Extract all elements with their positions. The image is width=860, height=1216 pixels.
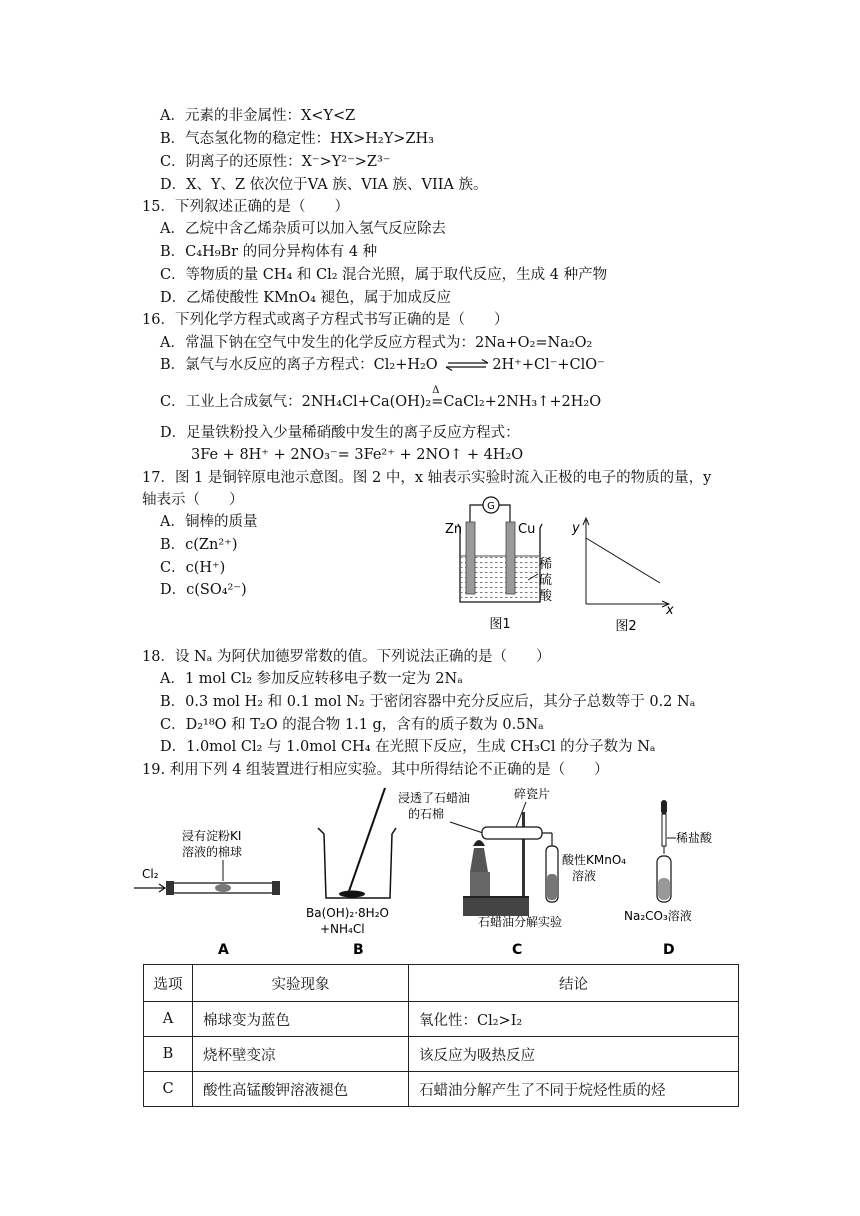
table-cell: C [144,1072,193,1107]
q16-option-d: D．足量铁粉投入少量稀硝酸中发生的离子反应方程式： [160,425,520,441]
apparatus-c-caption: 石蜡油分解实验 [478,915,563,929]
q16-option-c [160,385,602,412]
apparatus-b-letter: B [353,942,364,958]
apparatus-a-label-1: 浸有淀粉KI [182,829,242,843]
cotton-ball [215,884,231,892]
q16-option-c-left: C．工业上合成氨气：2NH₄Cl+Ca(OH)₂ [160,394,432,410]
table-cell: B [144,1037,193,1072]
q14-option-a: A．元素的非金属性：X<Y<Z [160,108,356,124]
apparatus-a-label-2: 溶液的棉球 [182,845,243,859]
q17-option-b: B．c(Zn²⁺) [160,537,238,553]
chlorine-label: Cl₂ [142,867,159,881]
q17-option-a: A．铜棒的质量 [160,514,258,530]
apparatus-c-letter: C [512,942,523,958]
apparatus-c-label-4: 酸性KMnO₄ [562,853,627,867]
table-header-cell: 选项 [144,965,193,1002]
zinc-label: Zn [445,522,463,537]
experiment-apparatus-figure [130,786,730,962]
acid-label-3: 酸 [539,589,553,604]
table-cell: 石蜡油分解产生了不同于烷烃性质的烃 [409,1072,739,1107]
q15-option-a: A．乙烷中含乙烯杂质可以加入氢气反应除去 [160,221,446,237]
apparatus-c [398,786,626,958]
test-tube-horizontal [482,827,542,839]
table-cell: 棉球变为蓝色 [193,1002,409,1037]
copper-rod [506,522,515,594]
q16-option-b [160,355,605,375]
apparatus-d [624,800,713,958]
table-cell: 烧杯壁变凉 [193,1037,409,1072]
q16-option-a: A．常温下钠在空气中发生的化学反应方程式为：2Na+O₂=Na₂O₂ [160,335,593,351]
galvanic-cell-figure [440,490,580,635]
q15-option-b: B．C₄H₉Br 的同分异构体有 4 种 [160,244,378,260]
copper-label: Cu [518,522,536,537]
figure-1-caption: 图1 [489,617,511,632]
apparatus-c-label-2: 的石棉 [408,807,445,821]
table-header-cell: 实验现象 [193,965,409,1002]
table-row [144,1002,739,1037]
q15-stem: 15．下列叙述正确的是（ ） [142,199,349,215]
apparatus-d-letter: D [663,942,675,958]
q14-option-c: C．阴离子的还原性：X⁻>Y²⁻>Z³⁻ [160,154,391,170]
equilibrium-arrow-icon [444,359,490,371]
apparatus-b [306,788,396,958]
q14-option-d: D．X、Y、Z 依次位于VA 族、VIA 族、VIIA 族。 [160,177,488,193]
table-header-cell: 结论 [409,965,739,1002]
q18-option-a: A．1 mol Cl₂ 参加反应转移电子数一定为 2Nₐ [160,671,463,687]
q19-results-table [143,964,739,1107]
table-cell: 该反应为吸热反应 [409,1037,739,1072]
q17-option-d: D．c(SO₄²⁻) [160,582,247,598]
reagent-mixture [339,891,365,898]
apparatus-b-label-1: Ba(OH)₂·8H₂O [306,906,389,920]
q17-option-c: C．c(H⁺) [160,560,226,576]
apparatus-a-letter: A [218,942,229,958]
q18-option-b: B．0.3 mol H₂ 和 0.1 mol N₂ 于密闭容器中充分反应后，其分子总数等于 0.2 Nₐ [160,694,696,710]
line-graph-figure [566,512,686,636]
table-cell: 氧化性：Cl₂>I₂ [409,1002,739,1037]
heating-equals-sign: Δ = [431,392,443,412]
q15-option-d: D．乙烯使酸性 KMnO₄ 褪色，属于加成反应 [160,290,452,306]
acid-label-1: 稀 [539,557,553,572]
q16-option-d-equation: 3Fe + 8H⁺ + 2NO₃⁻= 3Fe²⁺ + 2NO↑ + 4H₂O [191,447,524,463]
figure-2-caption: 图2 [615,619,637,634]
galvanometer-label: G [487,501,495,512]
q18-stem: 18．设 Nₐ 为阿伏加德罗常数的值。下列说法正确的是（ ） [142,649,551,665]
table-cell: A [144,1002,193,1037]
q16-option-c-right: CaCl₂+2NH₃↑+2H₂O [443,394,602,410]
q18-option-c: C．D₂¹⁸O 和 T₂O 的混合物 1.1 g，含有的质子数为 0.5Nₐ [160,717,544,733]
q17-stem-line2: 轴表示（ ） [142,492,244,508]
trend-line [586,538,660,583]
y-axis-label: y [572,521,580,536]
q16-option-b-left: B．氯气与水反应的离子方程式：Cl₂+H₂O [160,357,438,373]
table-header-row [144,965,739,1002]
q19-stem: 19. 利用下列 4 组装置进行相应实验。其中所得结论不正确的是（ ） [142,762,609,778]
table-row [144,1072,739,1107]
table-cell: 酸性高锰酸钾溶液褪色 [193,1072,409,1107]
q17-stem-line1: 17．图 1 是铜锌原电池示意图。图 2 中，x 轴表示实验时流入正极的电子的物质的量，y [142,470,712,486]
q16-stem: 16．下列化学方程式或离子方程式书写正确的是（ ） [142,312,509,328]
apparatus-c-label-3: 碎瓷片 [514,787,551,801]
q15-option-c: C．等物质的量 CH₄ 和 Cl₂ 混合光照，属于取代反应，生成 4 种产物 [160,267,608,283]
apparatus-d-label-2: Na₂CO₃溶液 [624,909,692,923]
x-axis-label: x [666,603,674,618]
burner [470,848,488,872]
apparatus-c-label-5: 溶液 [572,869,597,883]
apparatus-b-label-2: +NH₄Cl [320,922,365,936]
q14-option-b: B．气态氢化物的稳定性：HX>H₂Y>ZH₃ [160,131,434,147]
acid-label-2: 硫 [539,573,553,588]
dropper-bulb [661,800,667,814]
q18-option-d: D．1.0mol Cl₂ 与 1.0mol CH₄ 在光照下反应，生成 CH₃Cl 的分子数为 Nₐ [160,739,656,755]
apparatus-d-label-1: 稀盐酸 [676,831,713,845]
zinc-rod [466,522,475,594]
table-row [144,1037,739,1072]
q16-option-b-right: 2H⁺+Cl⁻+ClO⁻ [492,357,605,373]
apparatus-a [134,828,280,958]
delta-symbol: Δ [432,385,440,396]
apparatus-c-label-1: 浸透了石蜡油 [398,791,471,805]
